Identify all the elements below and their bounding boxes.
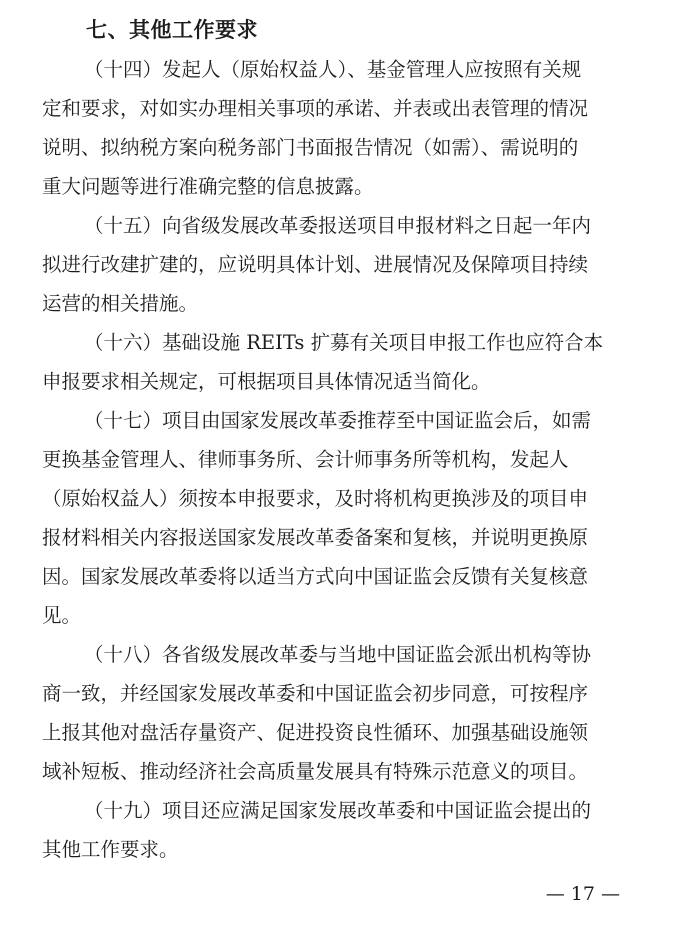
paragraph-line: 定和要求，对如实办理相关事项的承诺、并表或出表管理的情况	[42, 97, 589, 120]
paragraph-line: （十七）项目由国家发展改革委推荐至中国证监会后，如需	[84, 409, 592, 432]
paragraph-line: 更换基金管理人、律师事务所、会计师事务所等机构，发起人	[42, 448, 569, 471]
paragraph-line: 见。	[42, 604, 82, 627]
paragraph-line: （十四）发起人（原始权益人）、基金管理人应按照有关规	[84, 58, 582, 81]
paragraph-15	[42, 206, 632, 323]
page-number: — 17 —	[545, 883, 620, 905]
paragraph-16	[42, 323, 632, 401]
paragraph-line: 说明、拟纳税方案向税务部门书面报告情况（如需）、需说明的	[42, 136, 579, 159]
paragraph-line: 运营的相关措施。	[42, 292, 199, 315]
paragraph-17	[42, 401, 632, 635]
paragraph-line: 其他工作要求。	[42, 838, 179, 861]
paragraph-line: 报材料相关内容报送国家发展改革委备案和复核，并说明更换原	[42, 526, 589, 549]
paragraph-19	[42, 791, 632, 869]
paragraph-line: 因。国家发展改革委将以适当方式向中国证监会反馈有关复核意	[42, 565, 589, 588]
paragraph-line: （十九）项目还应满足国家发展改革委和中国证监会提出的	[84, 799, 592, 822]
paragraph-line: （原始权益人）须按本申报要求，及时将机构更换涉及的项目申	[42, 487, 589, 510]
paragraph-line: （十六）基础设施 REITs 扩募有关项目申报工作也应符合本	[84, 331, 604, 354]
paragraph-line: 域补短板、推动经济社会高质量发展具有特殊示范意义的项目。	[42, 760, 589, 783]
paragraph-line: 拟进行改建扩建的，应说明具体计划、进展情况及保障项目持续	[42, 253, 589, 276]
section-heading: 七、其他工作要求	[86, 18, 258, 42]
paragraph-line: 上报其他对盘活存量资产、促进投资良性循环、加强基础设施领	[42, 721, 589, 744]
paragraph-line: （十八）各省级发展改革委与当地中国证监会派出机构等协	[84, 643, 592, 666]
paragraph-line: 重大问题等进行准确完整的信息披露。	[42, 175, 374, 198]
paragraph-14	[42, 50, 632, 206]
paragraph-line: 申报要求相关规定，可根据项目具体情况适当简化。	[42, 370, 491, 393]
paragraph-18	[42, 635, 632, 791]
paragraph-line: 商一致，并经国家发展改革委和中国证监会初步同意，可按程序	[42, 682, 589, 705]
paragraph-line: （十五）向省级发展改革委报送项目申报材料之日起一年内	[84, 214, 592, 237]
